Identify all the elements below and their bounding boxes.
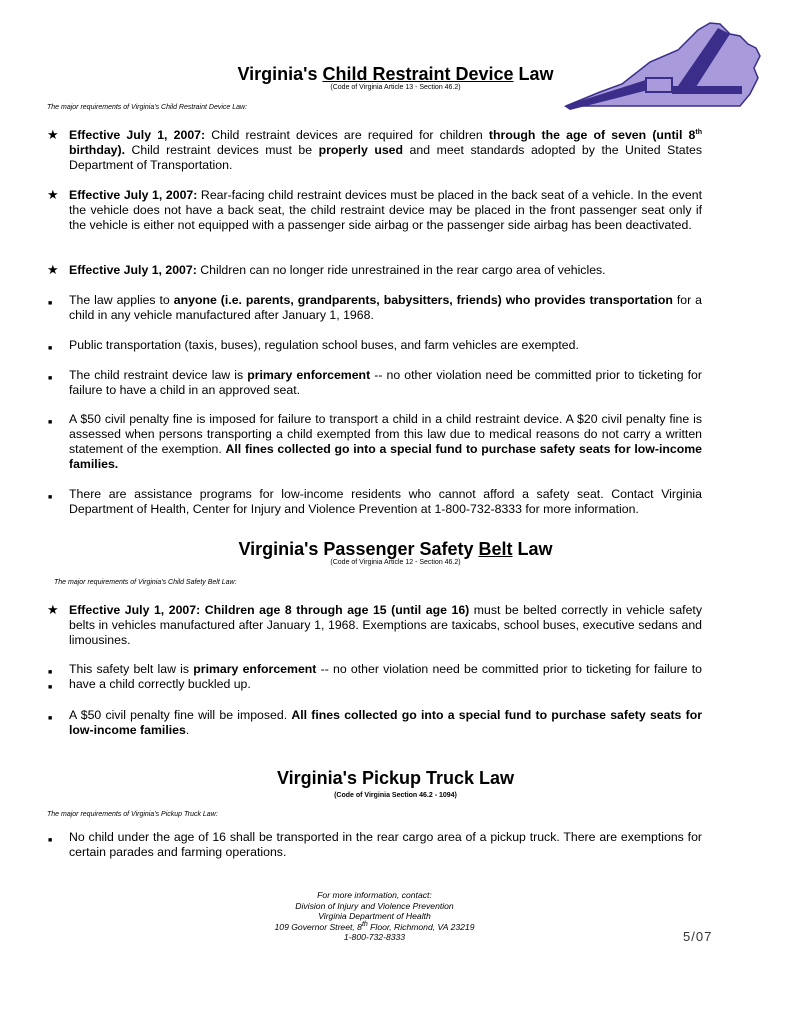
footer-line: For more information, contact: — [317, 890, 432, 900]
list-item — [47, 412, 702, 472]
contact-footer — [0, 890, 749, 943]
list-item-text: The child restraint device law is primary enforcement -- no other violation need be committed prior to ticketing for failure to have a child in an approved seat. — [69, 368, 702, 397]
star-bullet-icon: ★ — [47, 602, 59, 617]
list-item — [47, 662, 702, 692]
section-intro-safety-belt: The major requirements of Virginia's Child Safety Belt Law: — [54, 579, 237, 586]
list-item — [47, 128, 702, 173]
list-item-text: Effective July 1, 2007: Children age 8 through age 15 (until age 16) must be belted correctly in vehicle safety belts in vehicles manufactured after January 1, 1968. Exemptions are taxicabs, school buses, executive sedans and limousines. — [69, 603, 702, 647]
list-item — [47, 368, 702, 398]
footer-phone: 1-800-732-8333 — [343, 932, 406, 942]
list-item — [47, 188, 702, 233]
list-item — [47, 603, 702, 648]
section-code-child-restraint: (Code of Virginia Article 13 - Section 46.2) — [330, 84, 461, 91]
list-item-text: There are assistance programs for low-income residents who cannot afford a safety seat. Contact Virginia Department of Health, Center for Injury and Violence Prevention at 1-800-732-8333 for more information. — [69, 487, 702, 516]
square-bullet-icon: ■ — [48, 837, 53, 844]
section-intro-pickup-truck: The major requirements of Virginia's Pickup Truck Law: — [47, 811, 218, 818]
list-item — [47, 487, 702, 517]
footer-line: Virginia Department of Health — [318, 911, 431, 921]
list-item-text: No child under the age of 16 shall be transported in the rear cargo area of a pickup truck. There are exemptions for certain parades and farming operations. — [69, 830, 702, 859]
section-title-pickup-truck: Virginia's Pickup Truck Law — [276, 768, 515, 788]
square-bullet-icon: ■ — [48, 375, 53, 382]
list-item-text: A $50 civil penalty fine will be imposed. All fines collected go into a special fund to purchase safety seats for low-income families. — [69, 708, 702, 737]
list-item — [47, 338, 702, 353]
list-item — [47, 708, 702, 738]
square-bullet-icon: ■ — [48, 669, 53, 676]
star-bullet-icon: ★ — [47, 187, 59, 202]
list-item-text: Effective July 1, 2007: Children can no longer ride unrestrained in the rear cargo area of vehicles. — [69, 263, 606, 277]
star-bullet-icon: ★ — [47, 262, 59, 277]
section-title-safety-belt: Virginia's Passenger Safety Belt Law — [238, 539, 553, 559]
list-item-text: Effective July 1, 2007: Rear-facing child restraint devices must be placed in the back seat of a vehicle. In the event the vehicle does not have a back seat, the child restraint device may be placed in the front passenger seat only if the vehicle is either not equipped with a passenger side airbag or the passenger side airbag has been deactivated. — [69, 188, 702, 232]
square-bullet-icon: ■ — [48, 345, 53, 352]
section-code-pickup-truck: (Code of Virginia Section 46.2 - 1094) — [334, 792, 457, 799]
footer-address: 109 Governor Street, 8th Floor, Richmond, VA 23219 — [274, 920, 475, 932]
square-bullet-icon: ■ — [48, 715, 53, 722]
list-item-text: A $50 civil penalty fine is imposed for failure to transport a child in a child restraint device. A $20 civil penalty fine is assessed when persons transporting a child exempted from this law due to medical reasons do not carry a written statement of the exemption. All fines collected go into a special fund to purchase safety seats for low-income families. — [69, 412, 702, 471]
square-bullet-icon: ■ — [48, 300, 53, 307]
page-number: 5/07 — [683, 929, 713, 944]
list-item-text: This safety belt law is primary enforcement -- no other violation need be committed prior to ticketing for failure to have a child correctly buckled up. — [69, 662, 702, 691]
list-item — [47, 293, 702, 323]
square-bullet-icon: ■ — [48, 684, 53, 691]
list-item-text: Effective July 1, 2007: Child restraint devices are required for children through the age of seven (until 8th birthday). Child restraint devices must be properly used and meet standards adopted by the United States Department of Transportation. — [69, 128, 702, 172]
list-item — [47, 263, 702, 278]
square-bullet-icon: ■ — [48, 494, 53, 501]
footer-line: Division of Injury and Violence Prevention — [295, 900, 454, 911]
list-item — [47, 830, 702, 860]
section-code-safety-belt: (Code of Virginia Article 12 - Section 46.2) — [330, 559, 461, 566]
list-item-text: Public transportation (taxis, buses), regulation school buses, and farm vehicles are exempted. — [69, 338, 579, 352]
square-bullet-icon: ■ — [48, 419, 53, 426]
list-item-text: The law applies to anyone (i.e. parents, grandparents, babysitters, friends) who provides transportation for a child in any vehicle manufactured after January 1, 1968. — [69, 293, 703, 322]
star-bullet-icon: ★ — [47, 127, 59, 142]
section-intro-child-restraint: The major requirements of Virginia's Child Restraint Device Law: — [47, 104, 248, 111]
section-title-child-restraint: Virginia's Child Restraint Device Law — [237, 64, 554, 84]
